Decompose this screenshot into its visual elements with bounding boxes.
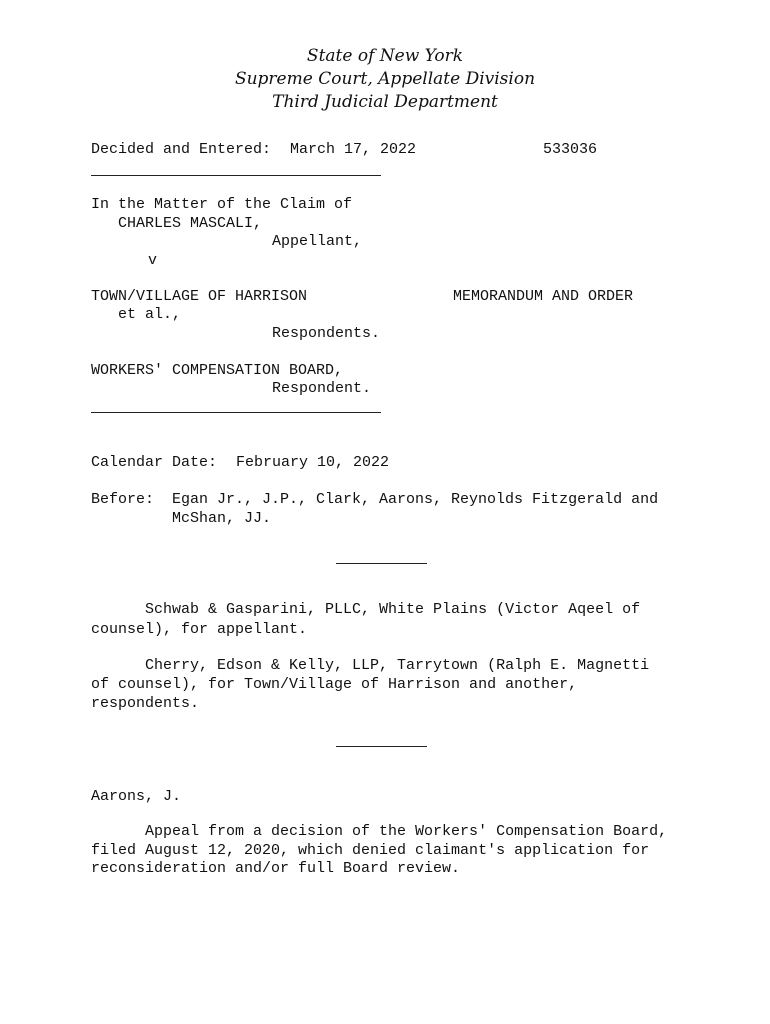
respondents-counsel-line2: of counsel), for Town/Village of Harrison and another, <box>91 676 578 693</box>
opinion-paragraph-line3: reconsideration and/or full Board review. <box>91 860 461 877</box>
section-divider <box>336 746 427 747</box>
caption-top-rule <box>91 175 381 176</box>
opinion-paragraph-line2: filed August 12, 2020, which denied claimant's application for <box>91 842 650 859</box>
court-state-line: State of New York <box>306 46 464 66</box>
board-respondent-role: Respondent. <box>272 380 372 397</box>
appellant-counsel-line1: Schwab & Gasparini, PLLC, White Plains (Victor Aqeel of <box>91 601 641 618</box>
decided-label: Decided and Entered: <box>91 141 272 158</box>
matter-line: In the Matter of the Claim of <box>91 196 353 213</box>
decided-date: March 17, 2022 <box>290 141 417 158</box>
calendar-date: February 10, 2022 <box>236 454 390 471</box>
respondents-role: Respondents. <box>272 325 381 342</box>
docket-number: 533036 <box>543 141 598 158</box>
court-name-line: Supreme Court, Appellate Division <box>234 69 536 89</box>
respondent-name-line1: TOWN/VILLAGE OF HARRISON <box>91 288 308 305</box>
claimant-name: CHARLES MASCALI, <box>118 215 263 232</box>
bench-line2: McShan, JJ. <box>172 510 272 527</box>
court-department-line: Third Judicial Department <box>272 92 498 112</box>
calendar-label: Calendar Date: <box>91 454 218 471</box>
respondents-counsel-line1: Cherry, Edson & Kelly, LLP, Tarrytown (Ralph E. Magnetti <box>91 657 650 674</box>
claimant-role: Appellant, <box>272 233 363 250</box>
bench-line1: Egan Jr., J.P., Clark, Aarons, Reynolds Fitzgerald and <box>172 491 659 508</box>
board-respondent-name: WORKERS' COMPENSATION BOARD, <box>91 362 344 379</box>
before-label: Before: <box>91 491 155 508</box>
section-divider <box>336 563 427 564</box>
order-type: MEMORANDUM AND ORDER <box>453 288 634 305</box>
versus: v <box>148 252 158 269</box>
opinion-paragraph-line1: Appeal from a decision of the Workers' Compensation Board, <box>91 823 668 840</box>
opinion-author: Aarons, J. <box>91 788 182 805</box>
respondents-counsel-line3: respondents. <box>91 695 200 712</box>
caption-bottom-rule <box>91 412 381 413</box>
respondent-name-line2: et al., <box>118 306 182 323</box>
appellant-counsel-line2: counsel), for appellant. <box>91 621 308 638</box>
